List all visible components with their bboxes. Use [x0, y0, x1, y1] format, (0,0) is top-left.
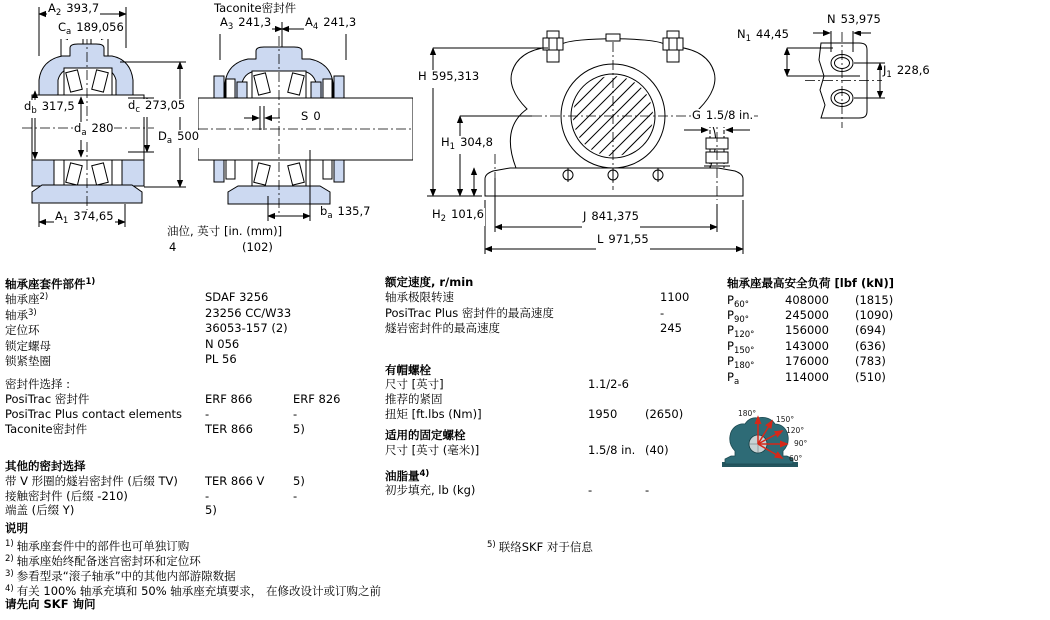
- load-row: $P_a$ 114000 (510): [727, 370, 886, 387]
- dim-ba: $b_a$ 135,7: [320, 204, 371, 221]
- dim-n1: $N_1$ 44,45: [737, 27, 789, 44]
- load-angle-180: 180°: [738, 409, 757, 418]
- other-seals-title: 其他的密封选择: [5, 459, 86, 473]
- load-angle-150: 150°: [776, 415, 795, 424]
- other-seal-row: 接触密封件 (后缀 -210) - -: [5, 489, 298, 503]
- dim-Da: $D_a$ 500: [158, 129, 200, 146]
- speeds-title: 额定速度, r/min: [385, 275, 474, 289]
- grease-row: 初步填充, lb (kg) - -: [385, 483, 650, 497]
- loads-title: 轴承座最高安全负荷 [lbf (kN)]: [727, 276, 894, 290]
- note5: $^{5)}$ 联络SKF 对于信息: [487, 540, 593, 554]
- load-angle-60: 60°: [789, 454, 803, 463]
- attach-bolts-title: 适用的固定螺栓: [385, 428, 466, 442]
- seal-row: Taconite密封件 TER 866 5): [5, 422, 305, 436]
- dim-j1: $J_1$ 228,6: [883, 63, 930, 80]
- note-item: $^{1)}$ 轴承座套件中的部件也可单独订购: [5, 539, 190, 553]
- note-contact-skf: 请先向 SKF 询问: [5, 597, 96, 611]
- load-row: $P_{60^\circ}$ 408000 (1815): [727, 293, 894, 310]
- other-seal-row: 端盖 (后缀 Y) 5): [5, 503, 217, 517]
- dim-j: J 841,375: [582, 210, 640, 228]
- note-item: $^{2)}$ 轴承座始终配备迷宫密封环和定位环: [5, 554, 201, 568]
- dim-db: $d_b$ 317,5: [24, 99, 75, 116]
- cap-bolt-row: 尺寸 [英寸] 1.1/2-6: [385, 377, 629, 391]
- dim-ca: $C_a$ 189,056: [58, 20, 124, 37]
- dim-l: L 971,55: [596, 233, 650, 251]
- load-row: $P_{120^\circ}$ 156000 (694): [727, 323, 886, 340]
- kit-row: 锁定螺母 N 056: [5, 337, 240, 353]
- cap-bolt-row: 扭矩 [ft.lbs (Nm)] 1950 (2650): [385, 407, 684, 421]
- cap-bolts-title: 有帽螺栓: [385, 363, 431, 377]
- dim-h1: $H_1$ 304,8: [441, 135, 494, 152]
- dim-dc: $d_c$ 273,05: [128, 98, 186, 115]
- cap-bolt-row: 推荐的紧固: [385, 392, 443, 406]
- dim-a2: $A_2$ 393,7: [48, 1, 100, 18]
- other-seal-row: 带 V 形圈的燧岩密封件 (后缀 TV) TER 866 V 5): [5, 474, 305, 488]
- taconite-title: Taconite密封件: [214, 1, 297, 15]
- oil-level-inch: 4: [169, 240, 177, 254]
- dim-h2: $H_2$ 101,6: [432, 207, 485, 224]
- seal-row: PosiTrac 密封件 ERF 866 ERF 826: [5, 392, 341, 406]
- kit-row: 轴承座$^{2)}$ SDAF 3256: [5, 290, 269, 306]
- load-angle-90: 90°: [794, 439, 808, 448]
- oil-level-label: 油位, 英寸 [in. (mm)]: [167, 224, 283, 238]
- seals-title: 密封件选择 :: [5, 377, 71, 391]
- speed-row: 燧岩密封件的最高速度 245: [385, 321, 682, 335]
- dim-a3: $A_3$ 241,3: [220, 15, 272, 32]
- note-item: $^{4)}$ 有关 100% 轴承充填和 50% 轴承座充填要求， 在修改设计或订购之前: [5, 584, 381, 598]
- kit-row: 定位环 36053-157 (2): [5, 321, 288, 337]
- dim-da: $d_a$ 280: [74, 121, 114, 138]
- note-item: $^{3)}$ 参看型录“滚子轴承”中的其他内部游隙数据: [5, 569, 236, 583]
- notes-title: 说明: [5, 521, 28, 535]
- load-row: $P_{150^\circ}$ 143000 (636): [727, 339, 886, 356]
- dim-a4: $A_4$ 241,3: [305, 15, 357, 32]
- kit-title: 轴承座套件部件$^{1)}$: [5, 277, 96, 291]
- dim-s: S 0: [300, 110, 322, 128]
- grease-title: 油脂量$^{4)}$: [385, 469, 430, 483]
- oil-level-mm: (102): [242, 240, 273, 254]
- kit-row: 轴承$^{3)}$ 23256 CC/W33: [5, 306, 292, 322]
- dim-a1: $A_1$ 374,65: [55, 209, 114, 226]
- load-angle-120: 120°: [786, 426, 805, 435]
- load-row: $P_{90^\circ}$ 245000 (1090): [727, 308, 894, 325]
- attach-bolt-row: 尺寸 [英寸 (毫米)] 1.5/8 in. (40): [385, 443, 669, 457]
- speed-row: PosiTrac Plus 密封件的最高速度 -: [385, 306, 665, 320]
- dim-n: N 53,975: [826, 13, 882, 31]
- kit-row: 锁紧垫圈 PL 56: [5, 352, 237, 368]
- seal-row: PosiTrac Plus contact elements - -: [5, 407, 298, 421]
- dim-h: H 595,313: [417, 70, 480, 88]
- speed-row: 轴承极限转速 1100: [385, 290, 690, 304]
- dim-g: G 1.5/8 in.: [691, 109, 754, 127]
- load-row: $P_{180^\circ}$ 176000 (783): [727, 354, 886, 371]
